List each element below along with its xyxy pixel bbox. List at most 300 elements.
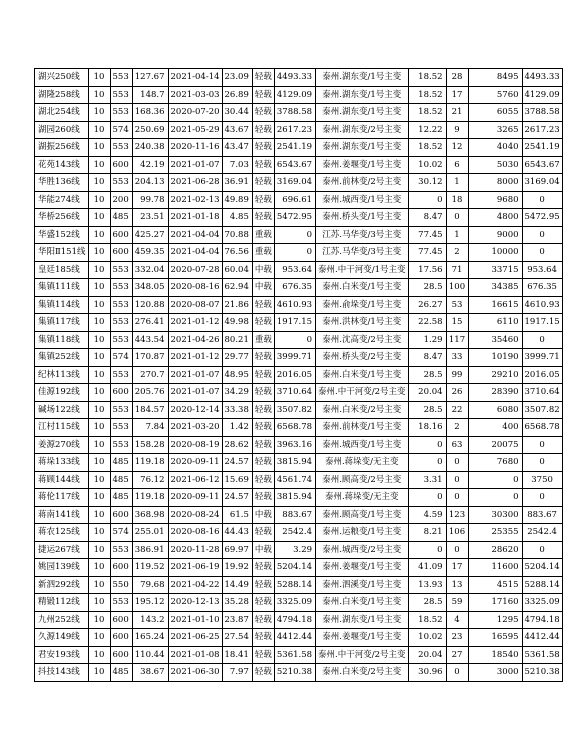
table-cell: 184.57 — [132, 401, 168, 419]
table-cell: 姚园139线 — [35, 559, 89, 577]
table-cell: 10 — [88, 191, 110, 209]
table-cell: 30300 — [468, 506, 522, 524]
table-cell: 16615 — [468, 296, 522, 314]
table-cell: 553 — [110, 401, 132, 419]
table-cell: 10 — [88, 524, 110, 542]
table-cell: 14.49 — [222, 576, 252, 594]
table-cell: 59 — [446, 594, 468, 612]
table-cell: 23 — [446, 629, 468, 647]
table-cell: 2021-04-04 — [168, 226, 222, 244]
table-cell: 0 — [468, 489, 522, 507]
table-cell: 600 — [110, 629, 132, 647]
table-row — [35, 174, 563, 192]
table-cell: 600 — [110, 226, 132, 244]
table-cell: 553 — [110, 69, 132, 87]
table-cell: 15.69 — [222, 471, 252, 489]
table-cell: 2021-04-22 — [168, 576, 222, 594]
table-cell: 3.29 — [274, 541, 315, 559]
table-cell: 883.67 — [522, 506, 562, 524]
table-cell: 953.64 — [522, 261, 562, 279]
table-cell: 170.87 — [132, 349, 168, 367]
table-cell: 2021-04-26 — [168, 331, 222, 349]
table-cell: 轻载 — [252, 314, 274, 332]
table-cell: 485 — [110, 209, 132, 227]
table-cell: 10190 — [468, 349, 522, 367]
table-row — [35, 489, 563, 507]
table-cell: 轻载 — [252, 69, 274, 87]
table-cell: 1917.15 — [274, 314, 315, 332]
table-cell: 0 — [522, 436, 562, 454]
table-cell: 2021-06-30 — [168, 664, 222, 682]
table-cell: 2020-09-11 — [168, 454, 222, 472]
table-cell: 湖隆258线 — [35, 86, 89, 104]
table-cell: 10 — [88, 436, 110, 454]
table-cell: 4129.09 — [522, 86, 562, 104]
table-cell: 10 — [88, 559, 110, 577]
table-cell: 2021-06-12 — [168, 471, 222, 489]
table-cell: 34385 — [468, 279, 522, 297]
table-cell: 5361.58 — [274, 646, 315, 664]
table-cell: 2 — [446, 244, 468, 262]
table-cell: 600 — [110, 244, 132, 262]
table-cell: 10 — [88, 541, 110, 559]
table-cell: 2021-06-25 — [168, 629, 222, 647]
table-cell: 泰州.白米变/2号主变 — [316, 401, 408, 419]
table-cell: 13.93 — [408, 576, 446, 594]
table-cell: 0 — [446, 489, 468, 507]
table-cell: 4493.33 — [522, 69, 562, 87]
table-cell: 696.61 — [274, 191, 315, 209]
table-cell: 轻载 — [252, 489, 274, 507]
table-cell: 3815.94 — [274, 489, 315, 507]
table-cell: 10 — [88, 419, 110, 437]
table-cell: 4561.74 — [274, 471, 315, 489]
table-row — [35, 454, 563, 472]
table-cell: 8.47 — [408, 349, 446, 367]
table-cell: 33715 — [468, 261, 522, 279]
table-cell: 4515 — [468, 576, 522, 594]
table-cell: 3710.64 — [522, 384, 562, 402]
table-cell: 中载 — [252, 541, 274, 559]
table-cell: 553 — [110, 436, 132, 454]
table-cell: 28.62 — [222, 436, 252, 454]
table-cell: 2021-01-07 — [168, 156, 222, 174]
table-cell: 35460 — [468, 331, 522, 349]
table-cell: 276.41 — [132, 314, 168, 332]
table-cell: 22.58 — [408, 314, 446, 332]
table-cell: 425.27 — [132, 226, 168, 244]
table-cell: 158.28 — [132, 436, 168, 454]
table-cell: 泰州.顾高变/2号主变 — [316, 471, 408, 489]
table-cell: 2021-02-13 — [168, 191, 222, 209]
table-cell: 华能274线 — [35, 191, 89, 209]
table-cell: 9000 — [468, 226, 522, 244]
table-cell: 集镇118线 — [35, 331, 89, 349]
table-cell: 148.7 — [132, 86, 168, 104]
table-cell: 1.29 — [408, 331, 446, 349]
table-cell: 7.97 — [222, 664, 252, 682]
table-cell: 2020-08-24 — [168, 506, 222, 524]
table-cell: 轻载 — [252, 349, 274, 367]
table-cell: 676.35 — [522, 279, 562, 297]
table-cell: 5760 — [468, 86, 522, 104]
table-cell: 3750 — [522, 471, 562, 489]
table-cell: 100 — [446, 279, 468, 297]
table-cell: 轻载 — [252, 139, 274, 157]
table-cell: 27 — [446, 646, 468, 664]
table-cell: 553 — [110, 366, 132, 384]
table-cell: 168.36 — [132, 104, 168, 122]
table-cell: 0 — [274, 331, 315, 349]
table-cell: 49.98 — [222, 314, 252, 332]
table-cell: 43.67 — [222, 121, 252, 139]
table-cell: 泰州.前林变/1号主变 — [316, 419, 408, 437]
table-cell: 重载 — [252, 244, 274, 262]
table-cell: 5288.14 — [522, 576, 562, 594]
table-cell: 600 — [110, 646, 132, 664]
table-cell: 4794.18 — [274, 611, 315, 629]
table-cell: 4.59 — [408, 506, 446, 524]
table-cell: 10 — [88, 349, 110, 367]
table-cell: 1295 — [468, 611, 522, 629]
table-cell: 10 — [88, 226, 110, 244]
table-cell: 7680 — [468, 454, 522, 472]
table-cell: 10 — [88, 331, 110, 349]
table-cell: 127.67 — [132, 69, 168, 87]
table-cell: 41.09 — [408, 559, 446, 577]
table-cell: 泰州.城西变/1号主变 — [316, 191, 408, 209]
table-cell: 61.5 — [222, 506, 252, 524]
table-cell: 10 — [88, 401, 110, 419]
table-cell: 17160 — [468, 594, 522, 612]
table-cell: 69.97 — [222, 541, 252, 559]
table-cell: 2021-01-12 — [168, 349, 222, 367]
table-cell: 200 — [110, 191, 132, 209]
table-cell: 轻载 — [252, 296, 274, 314]
table-cell: 24.57 — [222, 454, 252, 472]
table-cell: 10 — [88, 314, 110, 332]
table-cell: 10 — [88, 296, 110, 314]
table-cell: 10 — [88, 86, 110, 104]
table-cell: 48.95 — [222, 366, 252, 384]
table-cell: 2021-01-07 — [168, 366, 222, 384]
table-row — [35, 244, 563, 262]
table-cell: 泰州.湖东变/1号主变 — [316, 611, 408, 629]
table-cell: 0 — [446, 209, 468, 227]
table-cell: 3788.58 — [522, 104, 562, 122]
table-cell: 4 — [446, 611, 468, 629]
table-cell: 2021-03-03 — [168, 86, 222, 104]
table-cell: 8000 — [468, 174, 522, 192]
table-row — [35, 191, 563, 209]
table-cell: 2541.19 — [522, 139, 562, 157]
table-cell: 9680 — [468, 191, 522, 209]
table-cell: 99.78 — [132, 191, 168, 209]
table-row — [35, 349, 563, 367]
table-cell: 12 — [446, 139, 468, 157]
table-cell: 13 — [446, 576, 468, 594]
table-cell: 36.91 — [222, 174, 252, 192]
table-cell: 4610.93 — [274, 296, 315, 314]
table-cell: 泰州.沈高变/2号主变 — [316, 331, 408, 349]
table-cell: 中载 — [252, 279, 274, 297]
table-cell: 18.52 — [408, 86, 446, 104]
table-cell: 33.38 — [222, 401, 252, 419]
table-cell: 10 — [88, 506, 110, 524]
table-cell: 3507.82 — [522, 401, 562, 419]
table-cell: 10.02 — [408, 156, 446, 174]
table-cell: 443.54 — [132, 331, 168, 349]
table-cell: 553 — [110, 174, 132, 192]
data-table — [34, 68, 563, 682]
table-cell: 泰州.湖东变/1号主变 — [316, 86, 408, 104]
table-cell: 34.29 — [222, 384, 252, 402]
table-cell: 953.64 — [274, 261, 315, 279]
table-cell: 4610.93 — [522, 296, 562, 314]
table-cell: 湖振256线 — [35, 139, 89, 157]
table-cell: 240.38 — [132, 139, 168, 157]
table-cell: 3815.94 — [274, 454, 315, 472]
table-cell: 华胜136线 — [35, 174, 89, 192]
table-cell: 泰州.桥头变/1号主变 — [316, 209, 408, 227]
table-cell: 2021-03-20 — [168, 419, 222, 437]
table-cell: 蒋农125线 — [35, 524, 89, 542]
table-cell: 蒋伦117线 — [35, 489, 89, 507]
table-cell: 485 — [110, 664, 132, 682]
table-cell: 8.21 — [408, 524, 446, 542]
table-cell: 10000 — [468, 244, 522, 262]
table-cell: 553 — [110, 279, 132, 297]
table-cell: 24.57 — [222, 489, 252, 507]
table-cell: 18.52 — [408, 139, 446, 157]
table-cell: 10 — [88, 244, 110, 262]
table-row — [35, 541, 563, 559]
table-cell: 1 — [446, 174, 468, 192]
table-cell: 5210.38 — [274, 664, 315, 682]
table-row — [35, 401, 563, 419]
table-cell: 君安193线 — [35, 646, 89, 664]
table-cell: 6 — [446, 156, 468, 174]
table-cell: 49.89 — [222, 191, 252, 209]
table-cell: 553 — [110, 104, 132, 122]
table-cell: 泰州.蒋垛变/无主变 — [316, 454, 408, 472]
table-cell: 佳源192线 — [35, 384, 89, 402]
table-cell: 中载 — [252, 261, 274, 279]
table-cell: 8.47 — [408, 209, 446, 227]
table-cell: 28390 — [468, 384, 522, 402]
table-cell: 18 — [446, 191, 468, 209]
table-cell: 皇廷185线 — [35, 261, 89, 279]
table-cell: 10 — [88, 121, 110, 139]
table-cell: 轻载 — [252, 156, 274, 174]
table-cell: 集镇117线 — [35, 314, 89, 332]
table-cell: 2021-01-07 — [168, 384, 222, 402]
table-cell: 3999.71 — [274, 349, 315, 367]
table-cell: 35.28 — [222, 594, 252, 612]
table-cell: 3325.09 — [522, 594, 562, 612]
table-cell: 轻载 — [252, 174, 274, 192]
table-cell: 10 — [88, 489, 110, 507]
table-cell: 精锻112线 — [35, 594, 89, 612]
table-cell: 553 — [110, 86, 132, 104]
table-row — [35, 419, 563, 437]
table-cell: 38.67 — [132, 664, 168, 682]
table-cell: 2021-01-10 — [168, 611, 222, 629]
table-cell: 泰州.运粮变/1号主变 — [316, 524, 408, 542]
table-cell: 10 — [88, 594, 110, 612]
table-cell: 77.45 — [408, 244, 446, 262]
table-cell: 10 — [88, 646, 110, 664]
table-cell: 2020-08-19 — [168, 436, 222, 454]
table-cell: 2021-05-29 — [168, 121, 222, 139]
table-cell: 6568.78 — [274, 419, 315, 437]
table-cell: 10 — [88, 209, 110, 227]
table-cell: 集镇114线 — [35, 296, 89, 314]
table-cell: 485 — [110, 454, 132, 472]
table-cell: 4412.44 — [522, 629, 562, 647]
table-cell: 2020-07-20 — [168, 104, 222, 122]
table-cell: 3000 — [468, 664, 522, 682]
table-cell: 205.76 — [132, 384, 168, 402]
table-cell: 204.13 — [132, 174, 168, 192]
table-cell: 0 — [274, 226, 315, 244]
table-cell: 44.43 — [222, 524, 252, 542]
table-cell: 18.41 — [222, 646, 252, 664]
table-cell: 10 — [88, 156, 110, 174]
table-cell: 0 — [522, 541, 562, 559]
table-cell: 10 — [88, 454, 110, 472]
table-cell: 轻载 — [252, 524, 274, 542]
table-cell: 3963.16 — [274, 436, 315, 454]
table-cell: 湖兴250线 — [35, 69, 89, 87]
table-cell: 574 — [110, 524, 132, 542]
table-cell: 泰州.顾高变/1号主变 — [316, 506, 408, 524]
table-cell: 80.21 — [222, 331, 252, 349]
table-cell: 119.18 — [132, 454, 168, 472]
table-cell: 0 — [522, 226, 562, 244]
table-cell: 重载 — [252, 226, 274, 244]
table-cell: 20.04 — [408, 646, 446, 664]
table-cell: 江苏.马华变/3号主变 — [316, 226, 408, 244]
table-cell: 轻载 — [252, 454, 274, 472]
table-cell: 9 — [446, 121, 468, 139]
table-cell: 26 — [446, 384, 468, 402]
table-cell: 泰州.白米变/1号主变 — [316, 279, 408, 297]
table-cell: 2020-11-28 — [168, 541, 222, 559]
table-cell: 255.01 — [132, 524, 168, 542]
table-cell: 轻载 — [252, 121, 274, 139]
table-cell: 28.5 — [408, 366, 446, 384]
table-cell: 6568.78 — [522, 419, 562, 437]
table-cell: 553 — [110, 261, 132, 279]
table-cell: 7.03 — [222, 156, 252, 174]
table-cell: 2020-08-16 — [168, 524, 222, 542]
table-cell: 119.18 — [132, 489, 168, 507]
table-cell: 泰州.湖东变/1号主变 — [316, 104, 408, 122]
table-cell: 碱场122线 — [35, 401, 89, 419]
table-row — [35, 384, 563, 402]
table-cell: 2020-08-07 — [168, 296, 222, 314]
table-cell: 6080 — [468, 401, 522, 419]
table-cell: 106 — [446, 524, 468, 542]
table-cell: 28.5 — [408, 279, 446, 297]
table-row — [35, 576, 563, 594]
table-cell: 泰州.湖东变/1号主变 — [316, 69, 408, 87]
table-cell: 2021-06-19 — [168, 559, 222, 577]
table-cell: 2542.4 — [522, 524, 562, 542]
table-cell: 27.54 — [222, 629, 252, 647]
table-cell: 0 — [408, 454, 446, 472]
table-cell: 19.92 — [222, 559, 252, 577]
table-cell: 3169.04 — [522, 174, 562, 192]
table-cell: 30.12 — [408, 174, 446, 192]
table-cell: 0 — [446, 454, 468, 472]
table-cell: 4.85 — [222, 209, 252, 227]
table-cell: 3.31 — [408, 471, 446, 489]
table-cell: 6543.67 — [522, 156, 562, 174]
table-cell: 28.5 — [408, 594, 446, 612]
table-cell: 姜源270线 — [35, 436, 89, 454]
table-cell: 12.22 — [408, 121, 446, 139]
table-cell: 0 — [468, 471, 522, 489]
table-cell: 泰州.湖东变/2号主变 — [316, 121, 408, 139]
table-cell: 轻载 — [252, 576, 274, 594]
table-cell: 泰州.中干河变/2号主变 — [316, 384, 408, 402]
table-cell: 53 — [446, 296, 468, 314]
table-cell: 2020-07-28 — [168, 261, 222, 279]
table-cell: 4800 — [468, 209, 522, 227]
table-cell: 4493.33 — [274, 69, 315, 87]
table-cell: 60.04 — [222, 261, 252, 279]
table-cell: 4040 — [468, 139, 522, 157]
table-cell: 4794.18 — [522, 611, 562, 629]
table-cell: 泰州.中干河变/2号主变 — [316, 646, 408, 664]
table-cell: 0 — [522, 191, 562, 209]
table-cell: 捷运267线 — [35, 541, 89, 559]
table-cell: 33 — [446, 349, 468, 367]
table-cell: 中载 — [252, 506, 274, 524]
table-row — [35, 506, 563, 524]
table-cell: 553 — [110, 419, 132, 437]
table-cell: 3325.09 — [274, 594, 315, 612]
table-cell: 0 — [522, 489, 562, 507]
table-cell: 165.24 — [132, 629, 168, 647]
table-cell: 99 — [446, 366, 468, 384]
table-row — [35, 69, 563, 87]
table-cell: 63 — [446, 436, 468, 454]
table-cell: 2617.23 — [274, 121, 315, 139]
table-cell: 76.56 — [222, 244, 252, 262]
table-cell: 0 — [446, 664, 468, 682]
table-cell: 28.5 — [408, 401, 446, 419]
table-cell: 550 — [110, 576, 132, 594]
table-cell: 17.56 — [408, 261, 446, 279]
table-cell: 7.84 — [132, 419, 168, 437]
table-row — [35, 226, 563, 244]
table-cell: 轻载 — [252, 664, 274, 682]
table-row — [35, 471, 563, 489]
table-cell: 2021-06-28 — [168, 174, 222, 192]
table-cell: 22 — [446, 401, 468, 419]
table-cell: 5288.14 — [274, 576, 315, 594]
table-cell: 2020-12-13 — [168, 594, 222, 612]
table-cell: 蒋顾144线 — [35, 471, 89, 489]
table-cell: 5361.58 — [522, 646, 562, 664]
table-cell: 23.09 — [222, 69, 252, 87]
table-cell: 0 — [522, 244, 562, 262]
table-cell: 8495 — [468, 69, 522, 87]
table-cell: 1917.15 — [522, 314, 562, 332]
